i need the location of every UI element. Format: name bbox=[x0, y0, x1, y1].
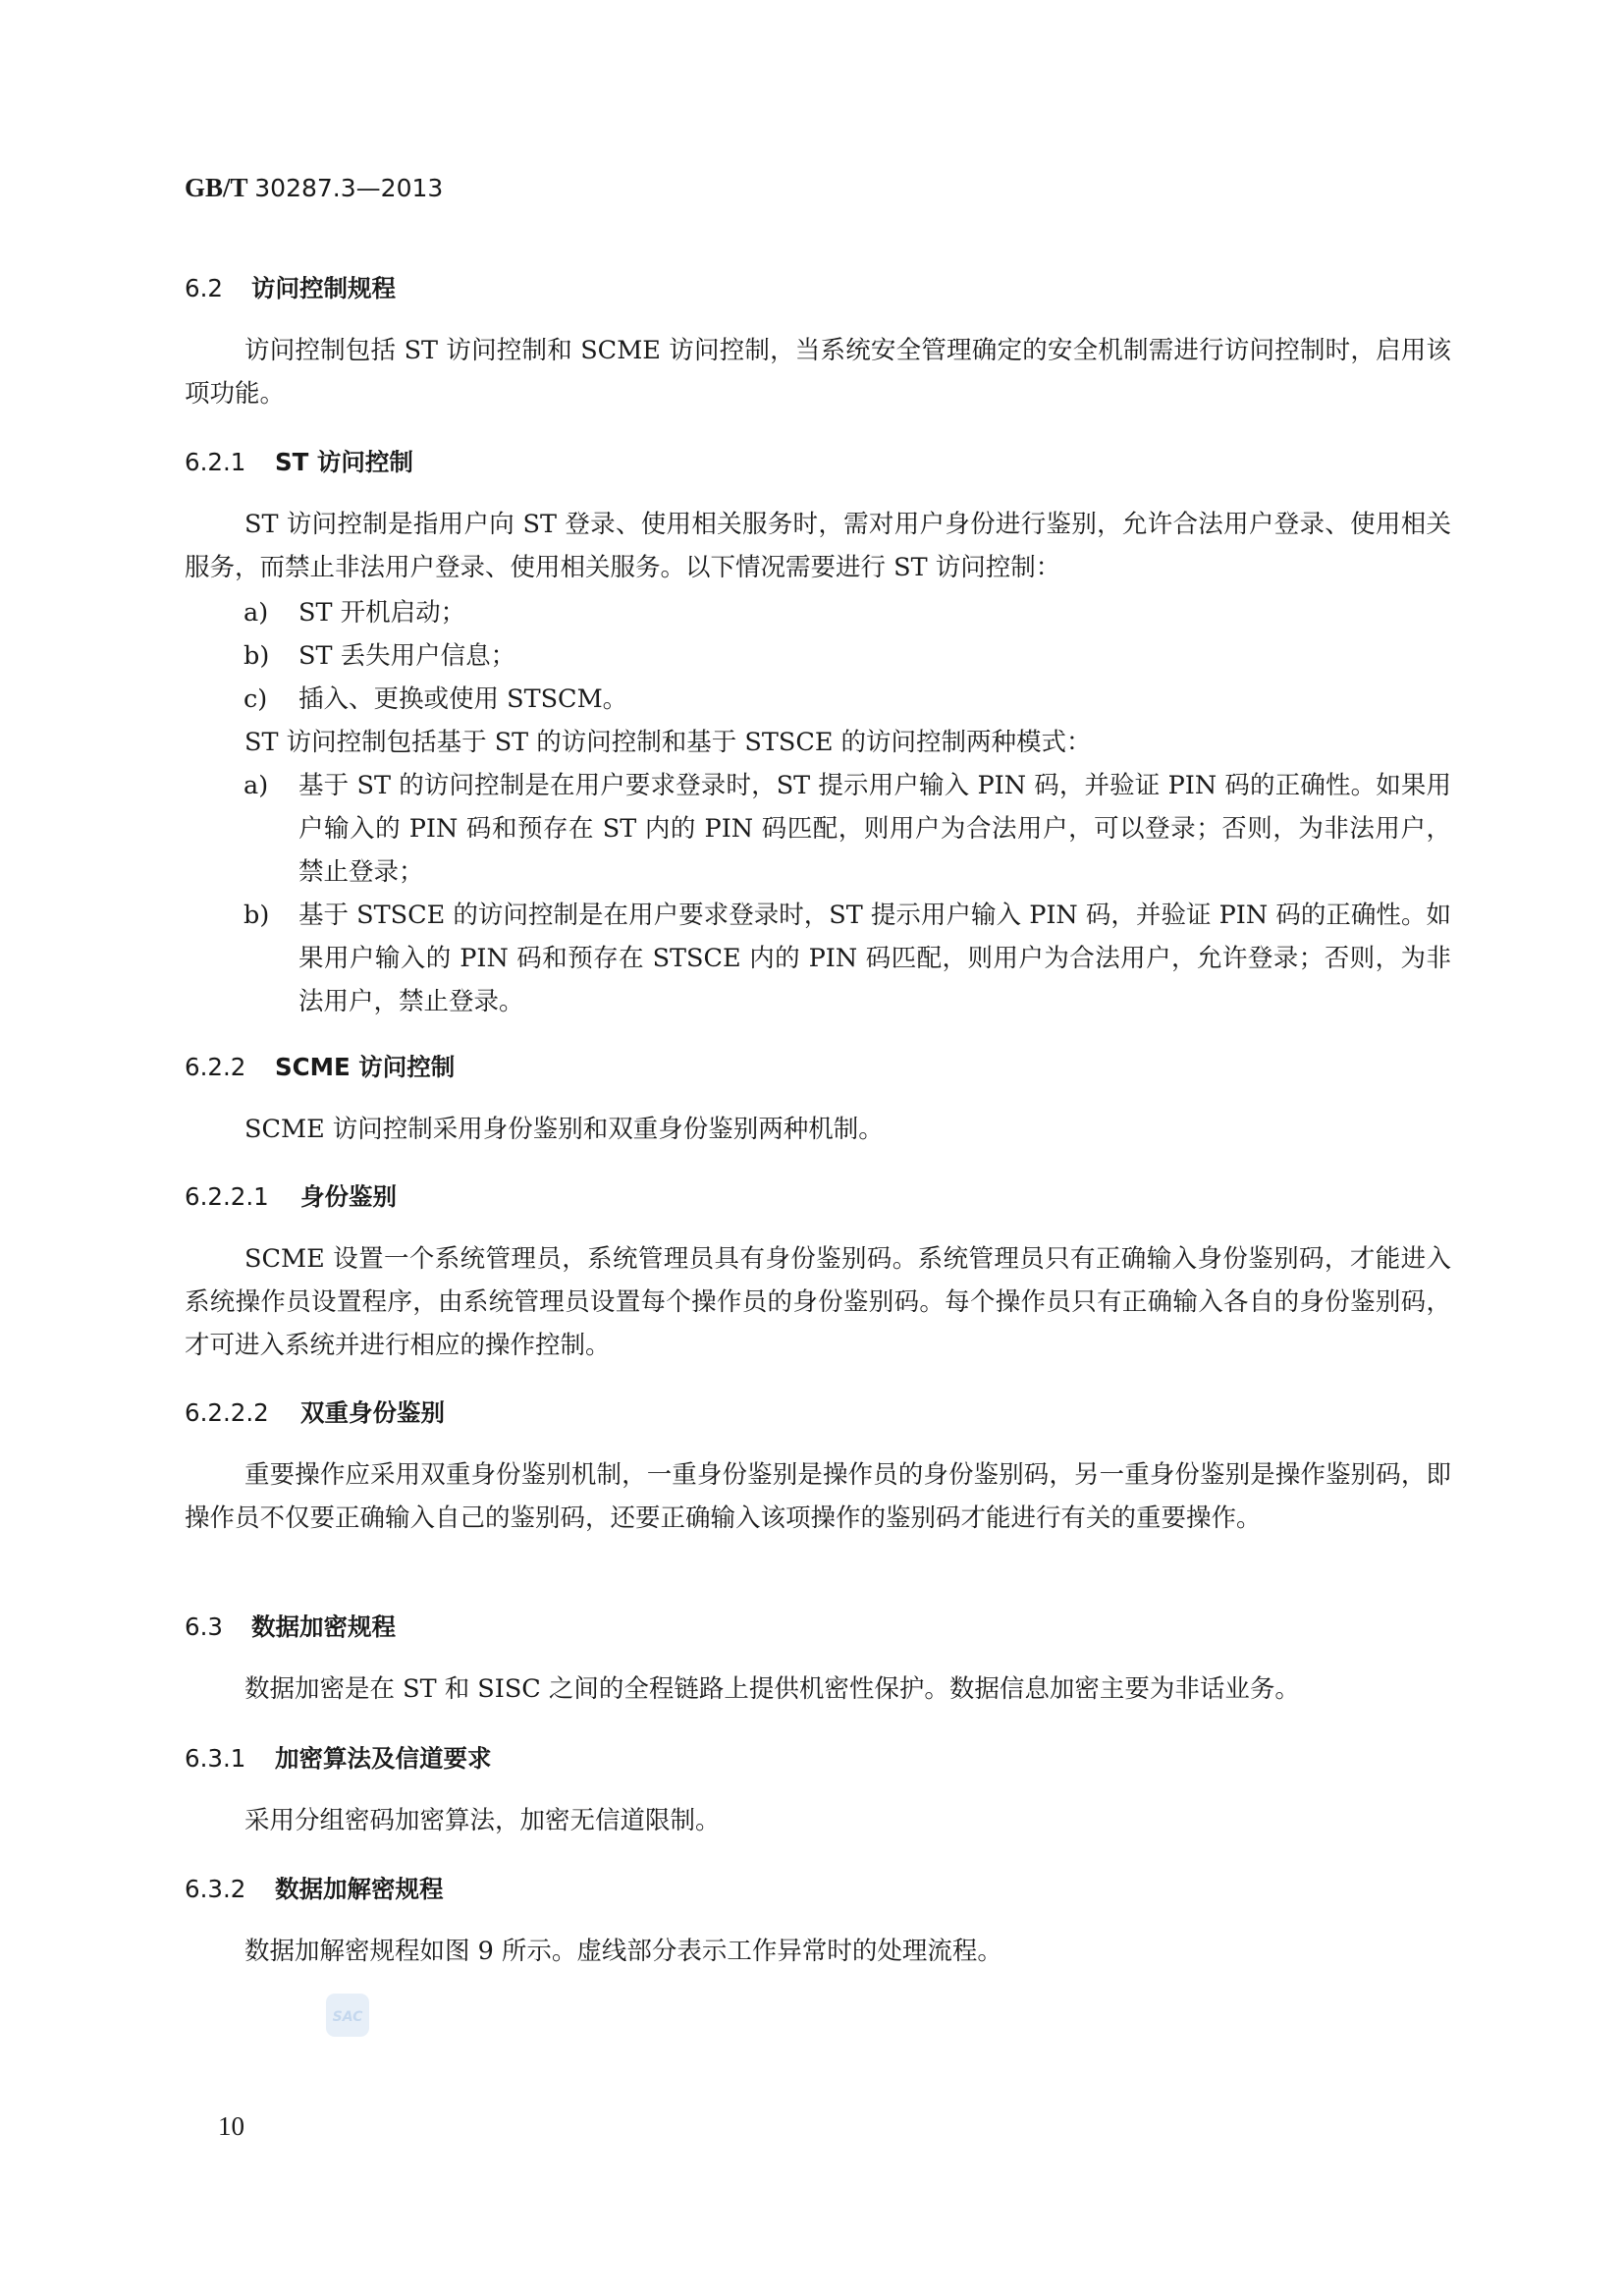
heading-6-2-2 bbox=[185, 1049, 455, 1083]
list-item bbox=[243, 764, 1451, 894]
paragraph-6-3-2: 数据加解密规程如图 9 所示。虚线部分表示工作异常时的处理流程。 bbox=[244, 1937, 1002, 1966]
heading-number: 6.3 bbox=[185, 1613, 223, 1641]
heading-title: SCME 访问控制 bbox=[275, 1053, 456, 1081]
heading-title: 访问控制规程 bbox=[251, 274, 396, 302]
list-label: a) bbox=[243, 598, 269, 628]
heading-6-2-1 bbox=[185, 444, 413, 478]
list-label: b) bbox=[243, 641, 270, 671]
heading-title: 身份鉴别 bbox=[300, 1182, 397, 1211]
heading-title: ST 访问控制 bbox=[275, 448, 413, 476]
list-label: b) bbox=[243, 901, 270, 930]
list-text: 插入、更换或使用 STSCM。 bbox=[298, 684, 628, 714]
heading-6-3-2 bbox=[185, 1871, 444, 1905]
list-text: 基于 ST 的访问控制是在用户要求登录时，ST 提示用户输入 PIN 码，并验证 PIN 码的正确性。如果用户输入的 PIN 码和预存在 ST 内的 PIN 码匹配，则用户为合法用户，可以登录；否则，为非法用户，禁止登录； bbox=[298, 771, 1451, 887]
heading-6-3 bbox=[185, 1609, 396, 1643]
standard-code-prefix: GB/T bbox=[185, 173, 248, 202]
paragraph-6-3: 数据加密是在 ST 和 SISC 之间的全程链路上提供机密性保护。数据信息加密主要为非话业务。 bbox=[244, 1674, 1300, 1704]
heading-6-3-1 bbox=[185, 1740, 492, 1775]
list-label: a) bbox=[243, 771, 269, 800]
page-number: 10 bbox=[218, 2111, 244, 2141]
watermark-text: SAC bbox=[332, 2009, 363, 2025]
list-text: ST 丢失用户信息； bbox=[298, 641, 516, 671]
list-text: 基于 STSCE 的访问控制是在用户要求登录时，ST 提示用户输入 PIN 码，并验证 PIN 码的正确性。如果用户输入的 PIN 码和预存在 STSCE 内的 PIN 码匹配，则用户为合法用户，允许登录；否则，为非法用户，禁止登录。 bbox=[298, 901, 1451, 1016]
paragraph-6-2: 访问控制包括 ST 访问控制和 SCME 访问控制，当系统安全管理确定的安全机制需进行访问控制时，启用该项功能。 bbox=[185, 336, 1451, 409]
heading-number: 6.2.2.2 bbox=[185, 1398, 269, 1427]
heading-6-2 bbox=[185, 270, 396, 304]
heading-title: 数据加解密规程 bbox=[275, 1875, 444, 1903]
paragraph-6-2-2: SCME 访问控制采用身份鉴别和双重身份鉴别两种机制。 bbox=[244, 1115, 884, 1144]
list-item bbox=[243, 678, 1451, 721]
paragraph-6-2-1-intro: ST 访问控制是指用户向 ST 登录、使用相关服务时，需对用户身份进行鉴别，允许合法用户登录、使用相关服务，而禁止非法用户登录、使用相关服务。以下情况需要进行 ST 访问控制： bbox=[185, 510, 1451, 582]
heading-number: 6.3.2 bbox=[185, 1875, 246, 1903]
heading-number: 6.2.2.1 bbox=[185, 1182, 269, 1211]
heading-number: 6.2 bbox=[185, 274, 223, 302]
heading-number: 6.2.2 bbox=[185, 1053, 246, 1081]
heading-title: 双重身份鉴别 bbox=[300, 1398, 445, 1427]
paragraph-6-3-1: 采用分组密码加密算法，加密无信道限制。 bbox=[244, 1806, 721, 1835]
heading-number: 6.3.1 bbox=[185, 1744, 246, 1773]
heading-title: 数据加密规程 bbox=[251, 1613, 396, 1641]
list-item bbox=[243, 894, 1451, 1023]
watermark-logo-icon bbox=[326, 1994, 369, 2037]
heading-6-2-2-2 bbox=[185, 1394, 445, 1429]
heading-number: 6.2.1 bbox=[185, 448, 246, 476]
heading-title: 加密算法及信道要求 bbox=[275, 1744, 492, 1773]
standard-code-number: 30287.3—2013 bbox=[254, 174, 444, 202]
paragraph-6-2-2-1: SCME 设置一个系统管理员，系统管理员具有身份鉴别码。系统管理员只有正确输入身份鉴别码，才能进入系统操作员设置程序，由系统管理员设置每个操作员的身份鉴别码。每个操作员只有正确输入各自的身份鉴别码，才可进入系统并进行相应的操作控制。 bbox=[185, 1244, 1451, 1360]
paragraph-6-2-2-2: 重要操作应采用双重身份鉴别机制，一重身份鉴别是操作员的身份鉴别码，另一重身份鉴别是操作鉴别码，即操作员不仅要正确输入自己的鉴别码，还要正确输入该项操作的鉴别码才能进行有关的重要操作。 bbox=[185, 1460, 1451, 1533]
list-item bbox=[243, 591, 1451, 634]
paragraph-6-2-1-modes: ST 访问控制包括基于 ST 的访问控制和基于 STSCE 的访问控制两种模式： bbox=[244, 728, 1092, 757]
list-label: c) bbox=[243, 684, 268, 714]
list-item bbox=[243, 634, 1451, 678]
standard-code bbox=[185, 173, 443, 203]
heading-6-2-2-1 bbox=[185, 1178, 397, 1213]
list-text: ST 开机启动； bbox=[298, 598, 466, 628]
